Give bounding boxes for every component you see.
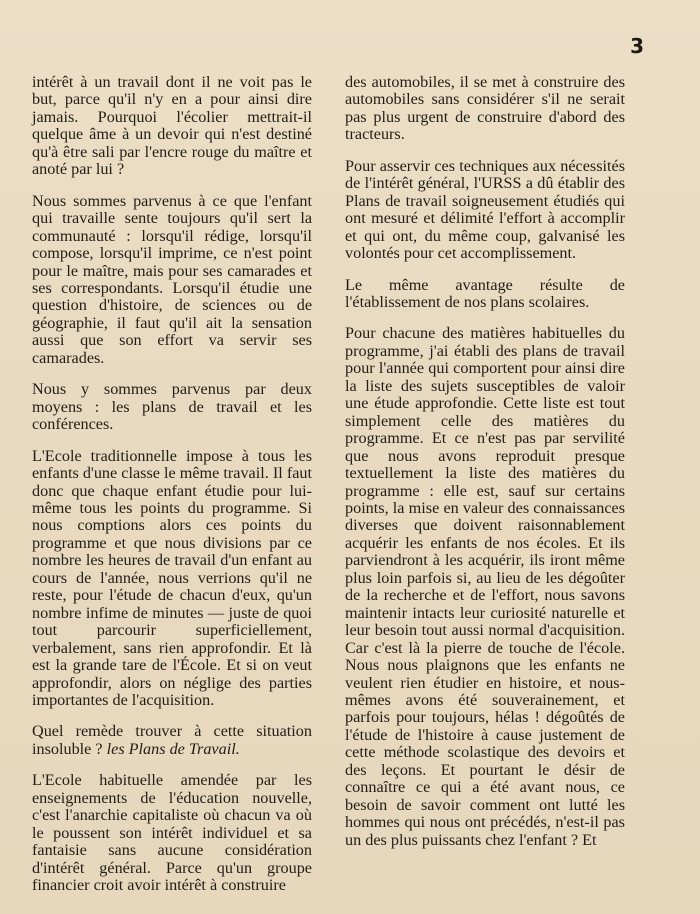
paragraph: L'Ecole habituelle amendée par les enseignements de l'éducation nouvelle, c'est l'anarchie capitaliste où chacun va où le poussent son intérêt individuel et sa fantaisie sans aucune considération d'intérêt général. Parce qu'un groupe financier croit avoir intérêt à construire	[32, 771, 312, 895]
paragraph: Le même avantage résulte de l'établissement de nos plans scolaires.	[345, 275, 625, 311]
paragraph: Pour asservir ces techniques aux nécessités de l'intérêt général, l'URSS a dû établir des Plans de travail soigneusement étudiés qui ont mesuré et délimité l'effort à accomplir et qui ont, du même coup, galvanisé les volontés pour cet accomplissement.	[345, 156, 625, 263]
paragraph: intérêt à un travail dont il ne voit pas le but, parce qu'il n'y en a pour ainsi dire jamais. Pourquoi l'écolier mettrait-il quelque âme à un devoir qui n'est destiné qu'à être sali par l'encre rouge du maître et anoté par lui ?	[32, 73, 312, 179]
paragraph: Nous y sommes parvenus par deux moyens : les plans de travail et les conférences.	[32, 380, 312, 434]
paragraph: Nous sommes parvenus à ce que l'enfant qui travaille sente toujours qu'il sert la communauté : lorsqu'il rédige, lorsqu'il compose, lorsqu'il imprime, ce n'est point pour le maître, mais pour ses camarades et ses correspondants. Lorsqu'il étudie une question d'histoire, de sciences ou de géographie, il faut qu'il ait la sensation aussi que son effort va servir ses camarades.	[32, 191, 312, 367]
paragraph: L'Ecole traditionnelle impose à tous les enfants d'une classe le même travail. Il faut donc que chaque enfant étudie pour lui-même tous les points du programme. Si nous comptions alors ces points du programme et que nous divisions par ce nombre les heures de travail d'un enfant au cours de l'année, nous verrions qu'il ne reste, pour l'étude de chacun d'eux, qu'un nombre infime de minutes — juste de quoi tout parcourir superficiellement, verbalement, sans rien approfondir. Et là est la grande tare de l'École. Et si on veut approfondir, alors on néglige des parties importantes de l'acquisition.	[32, 446, 312, 709]
page-number: 3	[630, 34, 644, 58]
paragraph-text: Quel remède trouver à cette situation insoluble ?	[32, 722, 312, 758]
italic-phrase: les Plans de Travail.	[106, 739, 240, 758]
left-column	[32, 74, 312, 908]
paragraph: des automobiles, il se met à construire des automobiles sans considérer s'il ne serait pas plus urgent de construire d'abord des tracteurs.	[345, 73, 625, 144]
right-column	[345, 74, 625, 863]
paragraph	[32, 723, 312, 758]
paragraph: Pour chacune des matières habituelles du programme, j'ai établi des plans de travail pour l'année qui comportent pour ainsi dire la liste des sujets susceptibles de valoir une étude approfondie. Cette liste est tout simplement celle des matières du programme. Et ce n'est pas par servilité que nous avons reproduit presque textuellement la liste des matières du programme : elle est, sauf sur certains points, la mise en valeur des connaissances diverses que doivent raisonnablement acquérir les enfants de nos écoles. Et ils parviendront à les acquérir, ils iront même plus loin parfois si, au lieu de les dégoûter de la recherche et de l'effort, nous savons maintenir intacts leur curiosité naturelle et leur besoin tout aussi normal d'acquisition. Car c'est là la pierre de touche de l'école. Nous nous plaignons que les enfants ne veulent rien étudier en histoire, et nous-mêmes avons été souverainement, et parfois pour toujours, hélas ! dégoûtés de l'étude de l'histoire à cause justement de cette méthode scolastique des devoirs et des leçons. Et pourtant le désir de connaître ce qui a été avant nous, ce besoin de savoir comment ont lutté les hommes qui nous ont précédés, n'est-il pas un des plus puissants chez l'enfant ? Et	[345, 324, 625, 849]
